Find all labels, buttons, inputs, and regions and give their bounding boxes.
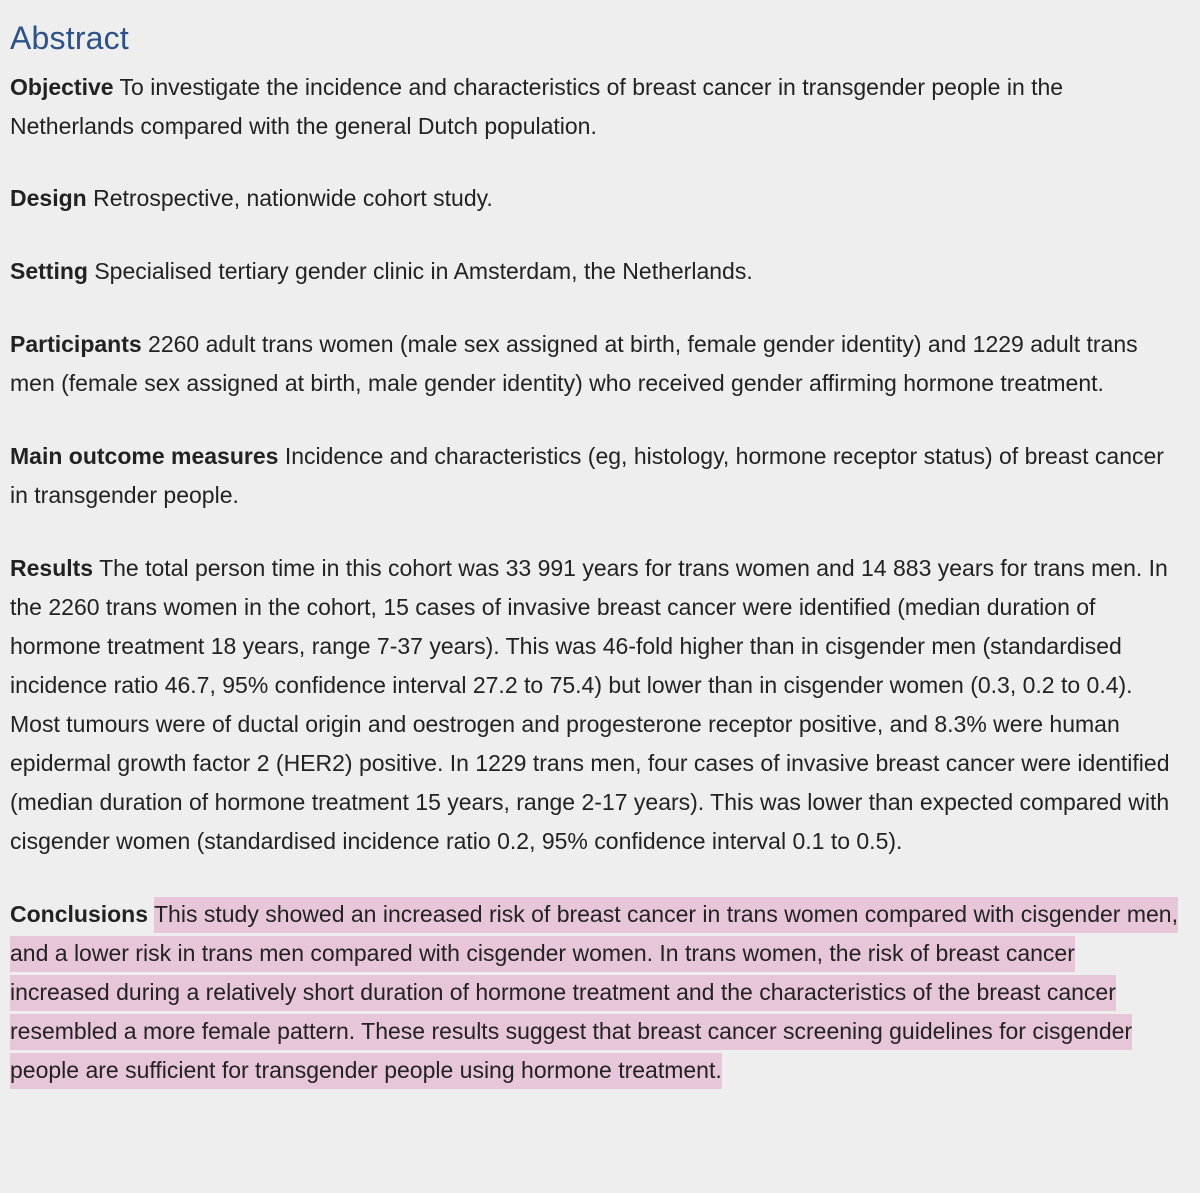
section-text-objective: To investigate the incidence and characteristics of breast cancer in transgender people in the Netherlands compared with the general Dutch population. [10, 74, 1064, 139]
section-text-setting: Specialised tertiary gender clinic in Amsterdam, the Netherlands. [94, 258, 753, 284]
abstract-heading: Abstract [10, 20, 129, 56]
section-conclusions [10, 895, 1180, 1090]
section-text-results: The total person time in this cohort was 33 991 years for trans women and 14 883 years for trans men. In the 2260 trans women in the cohort, 15 cases of invasive breast cancer were identified (median duration of hormone treatment 18 years, range 7-37 years). This was 46-fold higher than in cisgender men (standardised incidence ratio 46.7, 95% confidence interval 27.2 to 75.4) but lower than in cisgender women (0.3, 0.2 to 0.4). Most tumours were of ductal origin and oestrogen and progesterone receptor positive, and 8.3% were human epidermal growth factor 2 (HER2) positive. In 1229 trans men, four cases of invasive breast cancer were identified (median duration of hormone treatment 15 years, range 2-17 years). This was lower than expected compared with cisgender women (standardised incidence ratio 0.2, 95% confidence interval 0.1 to 0.5). [10, 555, 1170, 854]
section-label-main-outcome-measures: Main outcome measures [10, 443, 279, 469]
section-label-results: Results [10, 555, 94, 581]
section-label-participants: Participants [10, 331, 142, 357]
section-setting [10, 252, 1180, 291]
section-text-main-outcome-measures: Incidence and characteristics (eg, histology, hormone receptor status) of breast cancer in transgender people. [10, 443, 1164, 508]
highlighted-conclusions-text: This study showed an increased risk of breast cancer in trans women compared with cisgender men, and a lower risk in trans men compared with cisgender women. In trans women, the risk of breast cancer increased during a relatively short duration of hormone treatment and the characteristics of the breast cancer resembled a more female pattern. These results suggest that breast cancer screening guidelines for cisgender people are sufficient for transgender people using hormone treatment. [10, 897, 1178, 1089]
section-design [10, 179, 1180, 218]
section-participants [10, 325, 1180, 403]
section-label-setting: Setting [10, 258, 88, 284]
section-label-design: Design [10, 185, 87, 211]
section-label-conclusions: Conclusions [10, 901, 149, 927]
section-main-outcome-measures [10, 437, 1180, 515]
section-objective [10, 68, 1180, 146]
section-results [10, 549, 1180, 861]
section-text-participants: 2260 adult trans women (male sex assigned at birth, female gender identity) and 1229 adult trans men (female sex assigned at birth, male gender identity) who received gender affirming hormone treatment. [10, 331, 1138, 396]
section-text-design: Retrospective, nationwide cohort study. [93, 185, 493, 211]
section-label-objective: Objective [10, 74, 114, 100]
